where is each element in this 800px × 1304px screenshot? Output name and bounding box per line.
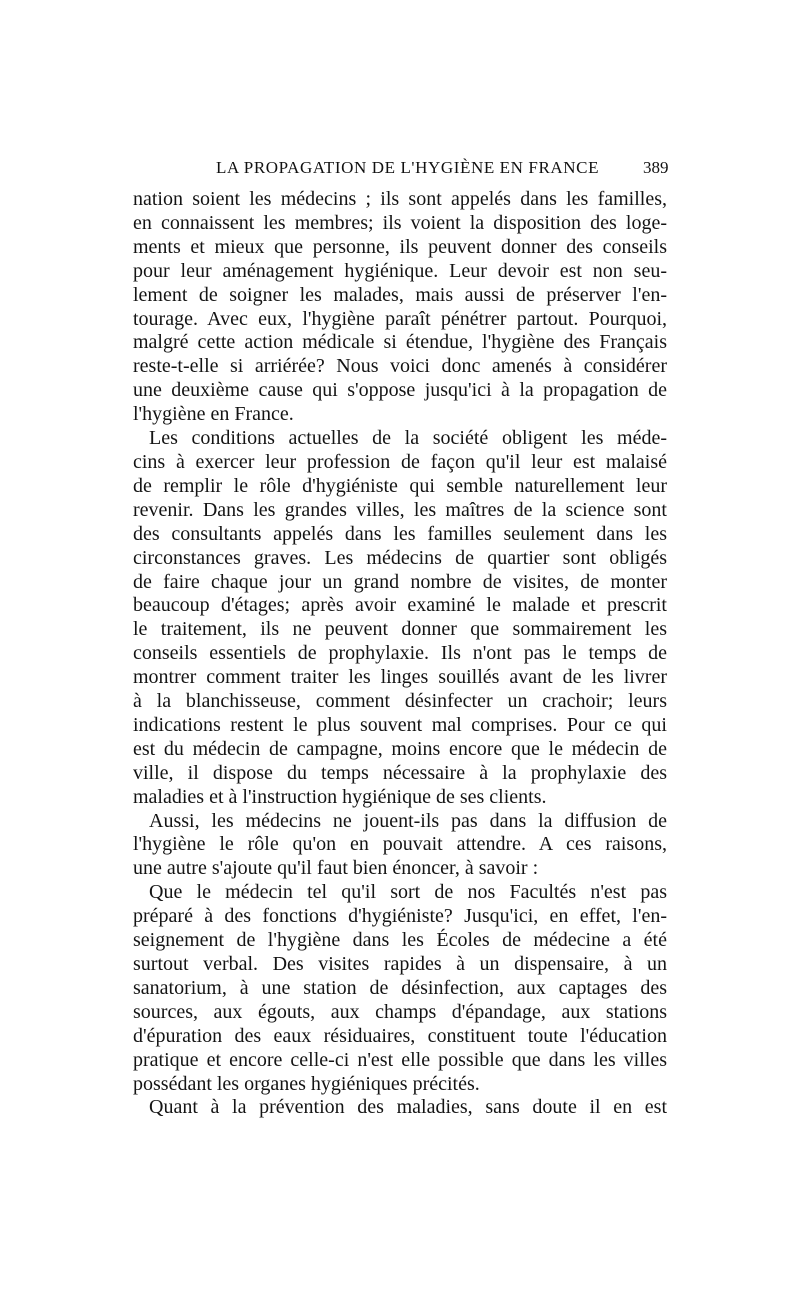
text-line: reste-t-elle si arriérée? Nous voici donc amenés à considérer — [133, 355, 667, 378]
text-line: beaucoup d'étages; après avoir examiné le malade et prescrit — [133, 594, 667, 617]
text-line: indications restent le plus souvent mal comprises. Pour ce qui — [133, 713, 667, 736]
text-line: revenir. Dans les grandes villes, les maîtres de la science sont — [133, 498, 667, 521]
text-line: seignement de l'hygiène dans les Écoles de médecine a été — [133, 929, 667, 952]
text-line: d'épuration des eaux résiduaires, constituent toute l'éducation — [133, 1024, 667, 1047]
text-line: pour leur aménagement hygiénique. Leur devoir est non seu- — [133, 259, 667, 282]
running-title: LA PROPAGATION DE L'HYGIÈNE EN FRANCE — [216, 158, 600, 177]
text-line: possédant les organes hygiéniques précités. — [133, 1072, 480, 1095]
text-line: circonstances graves. Les médecins de quartier sont obligés — [133, 546, 667, 569]
text-line: Aussi, les médecins ne jouent-ils pas dans la diffusion de — [149, 809, 667, 832]
text-line: sources, aux égouts, aux champs d'épandage, aux stations — [133, 1000, 667, 1023]
text-line: l'hygiène en France. — [133, 403, 294, 426]
text-line: des consultants appelés dans les familles seulement dans les — [133, 522, 667, 545]
text-line: nation soient les médecins ; ils sont appelés dans les familles, — [133, 188, 667, 210]
text-line: pratique et encore celle-ci n'est elle possible que dans les villes — [133, 1048, 667, 1071]
text-line: à la blanchisseuse, comment désinfecter un crachoir; leurs — [133, 690, 667, 713]
text-line: Les conditions actuelles de la société obligent les méde- — [149, 427, 667, 450]
text-line: ville, il dispose du temps nécessaire à la prophylaxie des — [133, 761, 667, 784]
text-line: ments et mieux que personne, ils peuvent donner des conseils — [133, 235, 667, 258]
text-line: cins à exercer leur profession de façon qu'il leur est malaisé — [133, 450, 667, 473]
text-line: Que le médecin tel qu'il sort de nos Facultés n'est pas — [149, 881, 667, 904]
text-line: surtout verbal. Des visites rapides à un dispensaire, à un — [133, 953, 667, 975]
text-line: de faire chaque jour un grand nombre de visites, de monter — [133, 570, 667, 593]
text-line: le traitement, ils ne peuvent donner que sommairement les — [133, 618, 667, 641]
text-line: conseils essentiels de prophylaxie. Ils n'ont pas le temps de — [133, 642, 667, 665]
text-line: en connaissent les membres; ils voient la disposition des loge- — [133, 211, 667, 234]
text-line: Quant à la prévention des maladies, sans doute il en est — [149, 1096, 667, 1119]
text-line: de remplir le rôle d'hygiéniste qui semble naturellement leur — [133, 474, 667, 497]
text-line: une autre s'ajoute qu'il faut bien énoncer, à savoir : — [133, 857, 539, 880]
text-line: une deuxième cause qui s'oppose jusqu'ici à la propagation de — [133, 379, 667, 402]
text-line: sanatorium, à une station de désinfection, aux captages des — [133, 976, 667, 999]
body-text — [133, 188, 667, 1120]
text-line: maladies et à l'instruction hygiénique de ses clients. — [133, 785, 547, 808]
text-line: montrer comment traiter les linges souillés avant de les livrer — [133, 666, 667, 689]
text-line: est du médecin de campagne, moins encore que le médecin de — [133, 737, 667, 760]
text-line: tourage. Avec eux, l'hygiène paraît pénétrer partout. Pourquoi, — [133, 307, 667, 330]
text-line: malgré cette action médicale si étendue, l'hygiène des Français — [133, 331, 667, 354]
page-header — [0, 158, 800, 188]
page-number: 389 — [643, 158, 669, 177]
text-line: préparé à des fonctions d'hygiéniste? Jusqu'ici, en effet, l'en- — [133, 905, 667, 928]
text-line: l'hygiène le rôle qu'on en pouvait attendre. A ces raisons, — [133, 833, 667, 856]
text-line: lement de soigner les malades, mais aussi de préserver l'en- — [133, 283, 667, 306]
